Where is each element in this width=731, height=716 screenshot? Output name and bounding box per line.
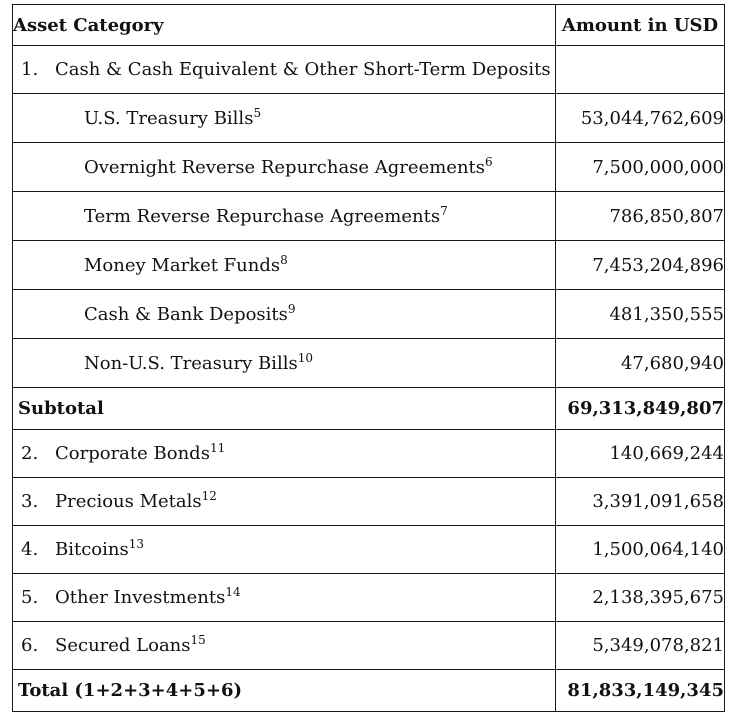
- table-row: [13, 46, 725, 94]
- table-row: [13, 290, 725, 339]
- sub-item-label: Term Reverse Repurchase Agreements: [84, 205, 441, 227]
- table-row: [13, 241, 725, 290]
- footnote-ref: 12: [201, 489, 217, 503]
- amount-cell: [556, 46, 725, 94]
- amount-cell: 7,453,204,896: [556, 241, 725, 290]
- footnote-ref: 10: [297, 350, 313, 365]
- category-cell: [13, 574, 556, 622]
- amount-cell: 1,500,064,140: [556, 526, 725, 574]
- table-header-row: [13, 5, 725, 46]
- category-label: Precious Metals: [55, 491, 202, 512]
- category-cell: [13, 339, 556, 388]
- subtotal-label: Subtotal: [13, 388, 556, 430]
- table-row: [13, 192, 725, 241]
- asset-category-header: Asset Category: [13, 5, 556, 46]
- footnote-ref: 14: [225, 585, 241, 599]
- category-cell: [13, 526, 556, 574]
- amount-cell: 5,349,078,821: [556, 622, 725, 670]
- asset-table: [12, 4, 725, 712]
- category-number: 2.: [21, 443, 39, 464]
- footnote-ref: 8: [280, 252, 288, 267]
- category-cell: [13, 46, 556, 94]
- category-cell: [13, 290, 556, 339]
- category-number: 6.: [21, 635, 39, 656]
- footnote-ref: 7: [440, 203, 448, 218]
- category-cell: [13, 143, 556, 192]
- category-label: Secured Loans: [55, 635, 191, 656]
- footnote-ref: 6: [485, 154, 493, 169]
- sub-item-label: Money Market Funds: [84, 254, 281, 276]
- table-row: [13, 430, 725, 478]
- subtotal-amount: 69,313,849,807: [556, 388, 725, 430]
- amount-cell: 3,391,091,658: [556, 478, 725, 526]
- category-cell: [13, 478, 556, 526]
- category-label: Cash & Cash Equivalent & Other Short-Term Deposits: [55, 59, 551, 80]
- footnote-ref: 5: [253, 105, 262, 120]
- amount-cell: 140,669,244: [556, 430, 725, 478]
- table-row: [13, 143, 725, 192]
- sub-item-label: Cash & Bank Deposits: [84, 303, 288, 325]
- footnote-ref: 13: [128, 537, 145, 551]
- amount-header: Amount in USD: [556, 5, 725, 46]
- sub-item-label: Overnight Reverse Repurchase Agreements: [84, 156, 486, 178]
- category-cell: [13, 241, 556, 290]
- table-row: [13, 339, 725, 388]
- category-cell: [13, 94, 556, 143]
- category-number: 4.: [21, 539, 39, 560]
- table-row: [13, 622, 725, 670]
- amount-cell: 53,044,762,609: [556, 94, 725, 143]
- sub-item-label: Non-U.S. Treasury Bills: [84, 352, 298, 374]
- category-cell: [13, 192, 556, 241]
- total-label: Total (1+2+3+4+5+6): [13, 670, 556, 712]
- amount-cell: 2,138,395,675: [556, 574, 725, 622]
- amount-cell: 7,500,000,000: [556, 143, 725, 192]
- amount-cell: 47,680,940: [556, 339, 725, 388]
- table-row: [13, 526, 725, 574]
- category-cell: [13, 622, 556, 670]
- category-cell: [13, 430, 556, 478]
- total-amount: 81,833,149,345: [556, 670, 725, 712]
- sub-item-label: U.S. Treasury Bills: [84, 107, 254, 129]
- category-number: 1.: [21, 59, 39, 80]
- table-row: [13, 478, 725, 526]
- category-label: Bitcoins: [55, 539, 129, 560]
- category-number: 5.: [21, 587, 39, 608]
- subtotal-row: [13, 388, 725, 430]
- category-number: 3.: [21, 491, 39, 512]
- footnote-ref: 15: [190, 633, 206, 647]
- table-row: [13, 574, 725, 622]
- amount-cell: 786,850,807: [556, 192, 725, 241]
- amount-cell: 481,350,555: [556, 290, 725, 339]
- footnote-ref: 11: [209, 441, 226, 455]
- total-row: [13, 670, 725, 712]
- category-label: Corporate Bonds: [55, 443, 210, 464]
- table-row: [13, 94, 725, 143]
- category-label: Other Investments: [55, 587, 226, 608]
- footnote-ref: 9: [287, 301, 296, 316]
